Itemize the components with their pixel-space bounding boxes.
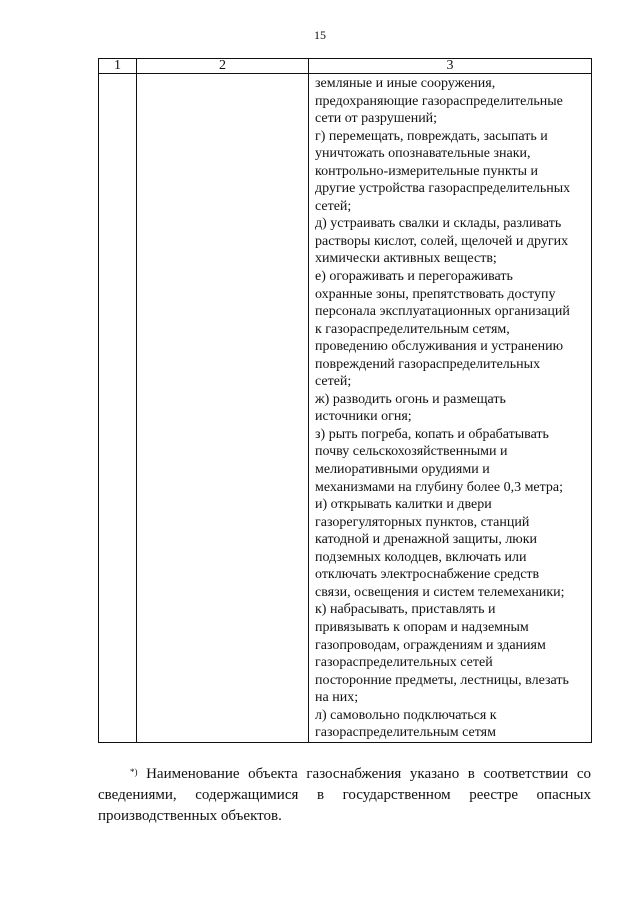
text-line: механизмами на глубину более 0,3 метра;	[315, 479, 564, 495]
text-line: уничтожать опознавательные знаки,	[315, 146, 531, 162]
text-line: сети от разрушений;	[315, 111, 438, 127]
text-line: на них;	[315, 690, 359, 706]
text-line: привязывать к опорам и надземным	[315, 619, 529, 635]
text-line: газораспределительных сетей	[315, 655, 493, 671]
text-line: химически активных веществ;	[315, 251, 497, 267]
text-line: к газораспределительным сетям,	[315, 321, 510, 337]
footnote-marker: *)	[130, 767, 138, 777]
text-line: ж) разводить огонь и размещать	[315, 391, 506, 407]
text-line: контрольно-измерительные пункты и	[315, 163, 539, 179]
cell-column-3	[309, 74, 592, 743]
text-line: повреждений газораспределительных	[315, 356, 541, 372]
text-line: газорегуляторных пунктов, станций	[315, 514, 530, 530]
text-line: другие устройства газораспределительных	[315, 181, 571, 197]
column-header-2: 2	[137, 59, 309, 74]
cell-column-1	[99, 74, 137, 743]
text-line: источники огня;	[315, 409, 412, 425]
text-line: посторонние предметы, лестницы, влезать	[315, 672, 569, 688]
text-line: газопроводам, ограждениям и зданиям	[315, 637, 546, 653]
text-line: почву сельскохозяйственными и	[315, 444, 508, 460]
cell-column-2	[137, 74, 309, 743]
footnote-line: сведениями, содержащимися в государственном реестре опасных	[98, 787, 591, 803]
footnote	[98, 764, 591, 827]
text-line: предохраняющие газораспределительные	[315, 93, 563, 109]
text-line: л) самовольно подключаться к	[315, 707, 497, 723]
footnote-line: производственных объектов.	[98, 808, 282, 824]
text-line: г) перемещать, повреждать, засыпать и	[315, 128, 548, 144]
requirements-table	[98, 58, 592, 743]
text-line: з) рыть погреба, копать и обрабатывать	[315, 426, 549, 442]
text-line: к) набрасывать, приставлять и	[315, 602, 496, 618]
table-header-row	[99, 59, 592, 74]
text-line: газораспределительным сетям	[315, 725, 496, 741]
text-line: и) открывать калитки и двери	[315, 497, 492, 513]
footnote-line	[98, 764, 591, 785]
text-line: сетей;	[315, 198, 352, 214]
column-header-3: 3	[309, 59, 592, 74]
text-line: д) устраивать свалки и склады, разливать	[315, 216, 562, 232]
page-number: 15	[314, 28, 326, 42]
table-row	[99, 74, 592, 743]
text-line: связи, освещения и систем телемеханики;	[315, 584, 565, 600]
footnote-text: Наименование объекта газоснабжения указано в соответствии со	[146, 766, 591, 782]
text-line: растворы кислот, солей, щелочей и других	[315, 233, 569, 249]
text-line: подземных колодцев, включать или	[315, 549, 527, 565]
text-line: сетей;	[315, 374, 352, 390]
prohibitions-text	[309, 74, 591, 742]
text-line: мелиоративными орудиями и	[315, 462, 490, 478]
text-line: охранные зоны, препятствовать доступу	[315, 286, 556, 302]
column-header-1: 1	[99, 59, 137, 74]
text-line: е) огораживать и перегораживать	[315, 269, 513, 285]
text-line: земляные и иные сооружения,	[315, 76, 496, 91]
text-line: катодной и дренажной защиты, люки	[315, 532, 538, 548]
text-line: проведению обслуживания и устранению	[315, 339, 564, 355]
text-line: отключать электроснабжение средств	[315, 567, 540, 583]
text-line: персонала эксплуатационных организаций	[315, 304, 570, 320]
